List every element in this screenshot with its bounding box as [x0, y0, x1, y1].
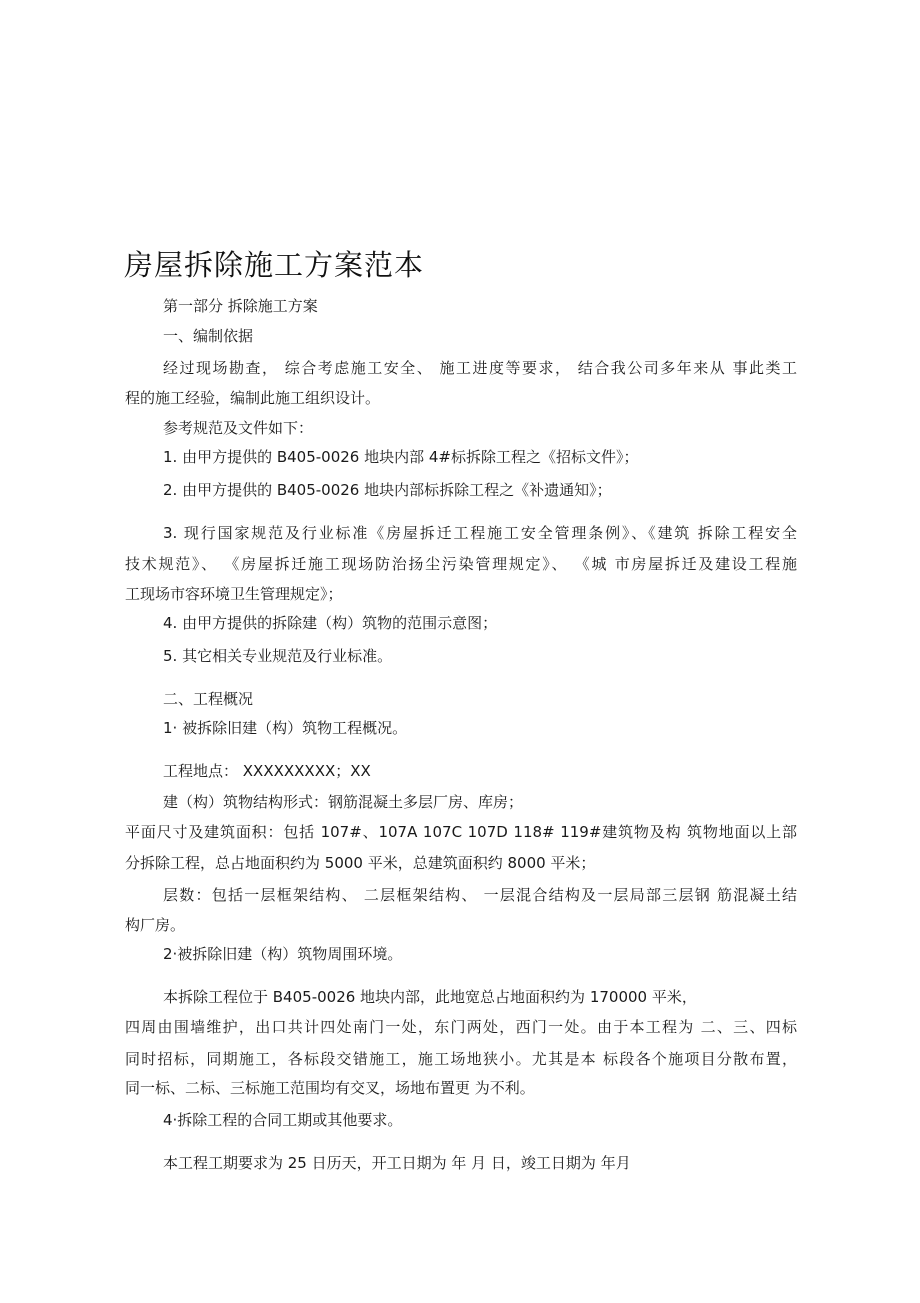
part-heading: 第一部分 拆除施工方案 [163, 297, 318, 315]
paragraph-line: 同时招标，同期施工，各标段交错施工，施工场地狭小。尤其是本 标段各个施项目分散布置， [125, 1050, 797, 1068]
list-item: 2. 由甲方提供的 B405-0026 地块内部标拆除工程之《补遗通知》； [163, 481, 612, 499]
paragraph-line: 层数：包括一层框架结构、 二层框架结构、 一层混合结构及一层局部三层钢 筋混凝土结 [163, 886, 797, 904]
paragraph-line: 经过现场勘查， 综合考虑施工安全、 施工进度等要求， 结合我公司多年来从 事此类工 [163, 359, 797, 377]
subsection-heading: 4·拆除工程的合同工期或其他要求。 [163, 1111, 403, 1129]
paragraph-line: 建（构）筑物结构形式：钢筋混凝土多层厂房、库房； [163, 793, 524, 811]
subsection-heading: 2·被拆除旧建（构）筑物周围环境。 [163, 945, 403, 963]
list-item-continuation: 技术规范》、 《房屋拆迁施工现场防治扬尘污染管理规定》、 《城 市房屋拆迁及建设工程施 [125, 555, 797, 573]
section-heading-overview: 二、工程概况 [163, 690, 254, 708]
list-item: 1. 由甲方提供的 B405-0026 地块内部 4#标拆除工程之《招标文件》； [163, 448, 639, 466]
paragraph-line: 工程地点： XXXXXXXXX；XX [163, 762, 371, 780]
paragraph-line: 平面尺寸及建筑面积：包括 107#、107A 107C 107D 118# 119#建筑物及构 筑物地面以上部 [125, 823, 797, 841]
paragraph-line: 分拆除工程，总占地面积约为 5000 平米，总建筑面积约 8000 平米； [125, 854, 596, 872]
list-item: 5. 其它相关专业规范及行业标准。 [163, 647, 393, 665]
paragraph-line: 构厂房。 [125, 916, 186, 934]
section-heading-basis: 一、编制依据 [163, 327, 254, 345]
list-item-continuation: 工现场市容环境卫生管理规定》； [125, 585, 343, 603]
paragraph-line: 参考规范及文件如下： [163, 419, 314, 437]
list-item: 3. 现行国家规范及行业标准《房屋拆迁工程施工安全管理条例》、《建筑 拆除工程安全 [163, 524, 797, 542]
paragraph-line: 本拆除工程位于 B405-0026 地块内部，此地宽总占地面积约为 170000 平米， [163, 988, 697, 1006]
paragraph-line: 四周由围墙维护，出口共计四处南门一处，东门两处，西门一处。由于本工程为 二、三、四标 [125, 1018, 797, 1036]
paragraph-line: 本工程工期要求为 25 日历天，开工日期为 年 月 日，竣工日期为 年月 [163, 1154, 631, 1172]
paragraph-line: 程的施工经验，编制此施工组织设计。 [125, 389, 381, 407]
paragraph-line: 同一标、二标、三标施工范围均有交叉，场地布置更 为不利。 [125, 1079, 535, 1097]
list-item: 4. 由甲方提供的拆除建（构）筑物的范围示意图； [163, 614, 498, 632]
document-title: 房屋拆除施工方案范本 [124, 248, 425, 282]
subsection-heading: 1· 被拆除旧建（构）筑物工程概况。 [163, 719, 408, 737]
